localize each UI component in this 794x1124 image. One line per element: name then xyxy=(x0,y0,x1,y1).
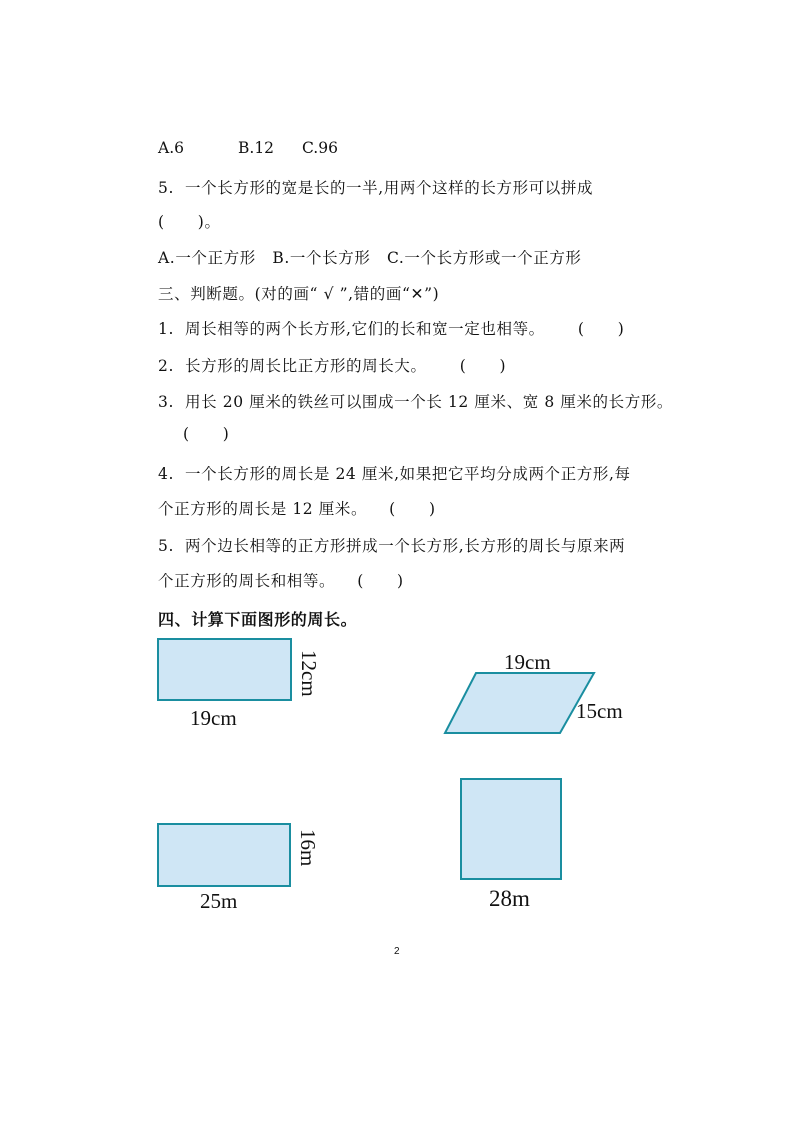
q5-options: A.一个正方形 B.一个长方形 C.一个长方形或一个正方形 xyxy=(158,249,582,267)
figure4-bottom-label: 28m xyxy=(489,886,530,911)
judge-item-3-blank: ( ) xyxy=(183,425,230,443)
section3-title: 三、判断题。(对的画“ √ ”,错的画“✕”) xyxy=(158,285,440,303)
judge-item-5-cont: 个正方形的周长和相等。 ( ) xyxy=(158,572,404,590)
option-b: B.12 xyxy=(238,139,275,157)
section4-title: 四、计算下面图形的周长。 xyxy=(158,610,358,629)
option-a: A.6 xyxy=(158,139,184,157)
figure2-top-label: 19cm xyxy=(504,650,551,674)
judge-item-5: 5. 两个边长相等的正方形拼成一个长方形,长方形的周长与原来两 xyxy=(158,537,626,555)
judge-item-4-cont: 个正方形的周长是 12 厘米。 ( ) xyxy=(158,500,436,518)
rectangle-figure-2 xyxy=(157,823,292,888)
figure1-side-label: 12cm xyxy=(297,650,321,697)
figure3-bottom-label: 25m xyxy=(200,889,238,913)
judge-item-2: 2. 长方形的周长比正方形的周长大。 ( ) xyxy=(158,357,507,375)
figure2-side-label: 15cm xyxy=(576,699,623,723)
q5-line1: 5. 一个长方形的宽是长的一半,用两个这样的长方形可以拼成 xyxy=(158,179,594,197)
figure1-bottom-label: 19cm xyxy=(190,706,237,730)
parallelogram-figure xyxy=(442,670,598,736)
rectangle-figure-1 xyxy=(157,638,293,702)
judge-item-4: 4. 一个长方形的周长是 24 厘米,如果把它平均分成两个正方形,每 xyxy=(158,465,631,483)
option-c: C.96 xyxy=(302,139,338,157)
judge-item-1: 1. 周长相等的两个长方形,它们的长和宽一定也相等。 ( ) xyxy=(158,320,625,338)
page-number: 2 xyxy=(394,946,400,957)
figure3-side-label: 16m xyxy=(296,829,320,867)
q5-line2: ( )。 xyxy=(158,213,221,231)
square-figure xyxy=(460,778,563,881)
judge-item-3: 3. 用长 20 厘米的铁丝可以围成一个长 12 厘米、宽 8 厘米的长方形。 xyxy=(158,393,674,411)
